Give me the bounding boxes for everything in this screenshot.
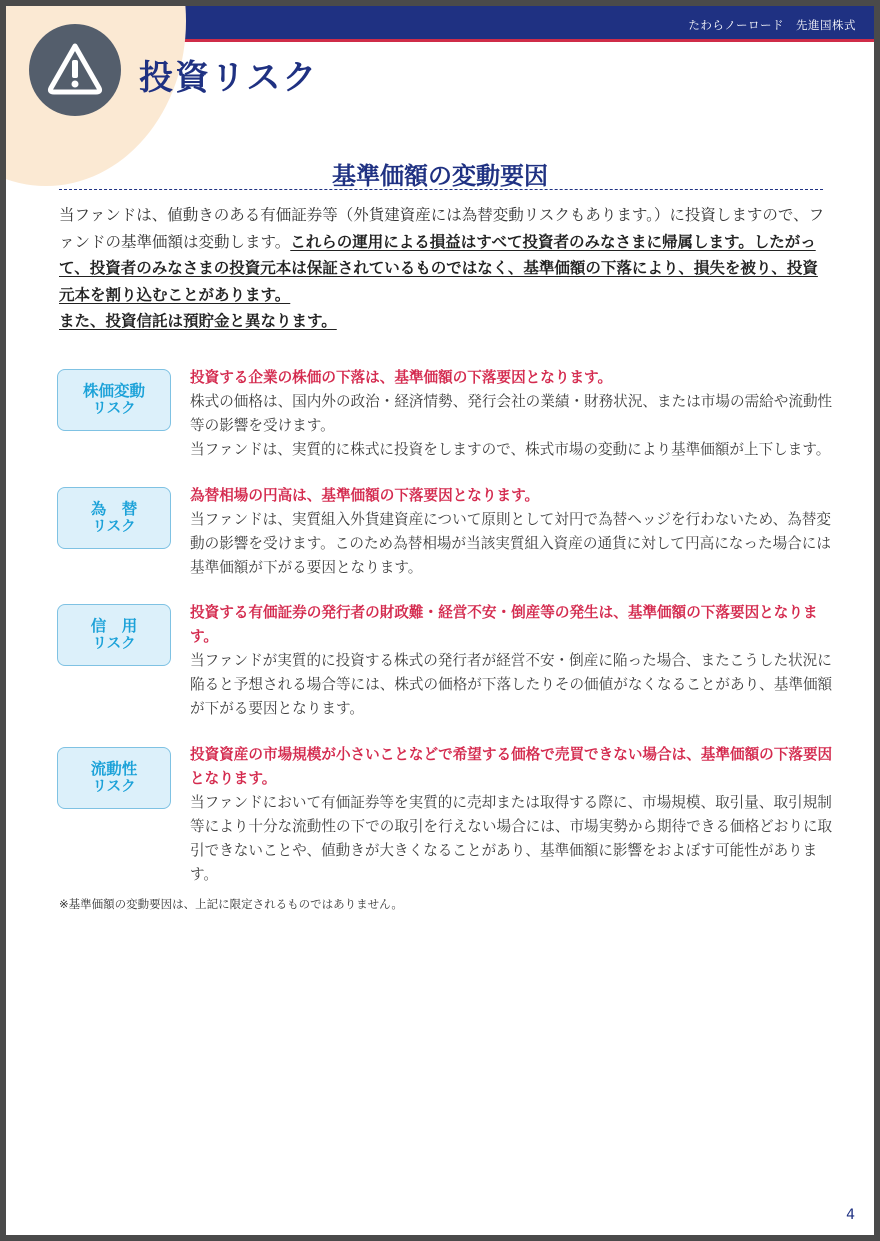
risk-badge-label: 信 用 — [90, 617, 138, 635]
risk-description-liquidity — [190, 743, 836, 887]
risk-headline: 為替相場の円高は、基準価額の下落要因となります。 — [190, 487, 540, 504]
intro-emphasis: これらの運用による損益はすべて投資者のみなさまに帰属します。したがって、投資者のみなさまの投資元本は保証されているものではなく、基準価額の下落により、損失を被り、投資元本を割り込むことがあります。 — [59, 232, 818, 304]
risk-badge-credit — [57, 604, 171, 666]
risk-badge-sub: リスク — [92, 401, 136, 417]
risk-badge-currency — [57, 487, 171, 549]
risk-badge-sub: リスク — [92, 519, 136, 535]
risk-badge-label: 流動性 — [90, 760, 138, 778]
risk-description-credit — [190, 601, 836, 721]
intro-paragraph — [59, 202, 831, 335]
page-number: 4 — [846, 1207, 855, 1223]
risk-body: 株式の価格は、国内外の政治・経済情勢、発行会社の業績・財務状況、または市場の需給や流動性等の影響を受けます。 — [190, 393, 833, 434]
risk-badge-label: 為 替 — [90, 500, 138, 518]
divider — [59, 189, 823, 190]
risk-headline: 投資する企業の株価の下落は、基準価額の下落要因となります。 — [190, 369, 613, 386]
risk-body-2: 当ファンドは、実質的に株式に投資をしますので、株式市場の変動により基準価額が上下します。 — [190, 441, 831, 458]
intro-note: また、投資信託は預貯金と異なります。 — [59, 312, 337, 330]
page-title: 投資リスク — [139, 58, 319, 98]
risk-badge-label: 株価変動 — [82, 382, 145, 400]
risk-body: 当ファンドにおいて有価証券等を実質的に売却または取得する際に、市場規模、取引量、取引規制等により十分な流動性の下での取引を行えない場合には、市場実勢から期待できる価格どおりに取引できないことや、値動きが大きくなることがあり、基準価額に影響をおよぼす可能性があります。 — [190, 794, 833, 883]
risk-badge-sub: リスク — [92, 636, 136, 652]
warning-icon — [29, 24, 121, 116]
risk-body: 当ファンドが実質的に投資する株式の発行者が経営不安・倒産に陥った場合、またこうした状況に陥ると予想される場合等には、株式の価格が下落したりその価値がなくなることがあり、基準価額が下がる要因となります。 — [190, 652, 833, 717]
section-title: 基準価額の変動要因 — [332, 162, 548, 190]
footnote: ※基準価額の変動要因は、上記に限定されるものではありません。 — [59, 897, 403, 911]
risk-badge-sub: リスク — [92, 779, 136, 795]
risk-headline: 投資する有価証券の発行者の財政難・経営不安・倒産等の発生は、基準価額の下落要因となります。 — [190, 604, 818, 645]
risk-description-currency — [190, 484, 836, 580]
risk-description-stock — [190, 366, 836, 462]
risk-badge-liquidity — [57, 747, 171, 809]
risk-headline: 投資資産の市場規模が小さいことなどで希望する価格で売買できない場合は、基準価額の下落要因となります。 — [190, 746, 833, 787]
risk-badge-stock — [57, 369, 171, 431]
page — [6, 6, 874, 1235]
intro-text: 当ファンドは、値動きのある有価証券等（外貨建資産には為替変動リスクもあります。）に投資しますので、ファンドの基準価額は変動します。 — [59, 206, 825, 251]
risk-body: 当ファンドは、実質組入外貨建資産について原則として対円で為替ヘッジを行わないため、為替変動の影響を受けます。このため為替相場が当該実質組入資産の通貨に対して円高になった場合には基準価額が下がる要因となります。 — [190, 511, 831, 576]
fund-name: たわらノーロード 先進国株式 — [688, 18, 856, 32]
